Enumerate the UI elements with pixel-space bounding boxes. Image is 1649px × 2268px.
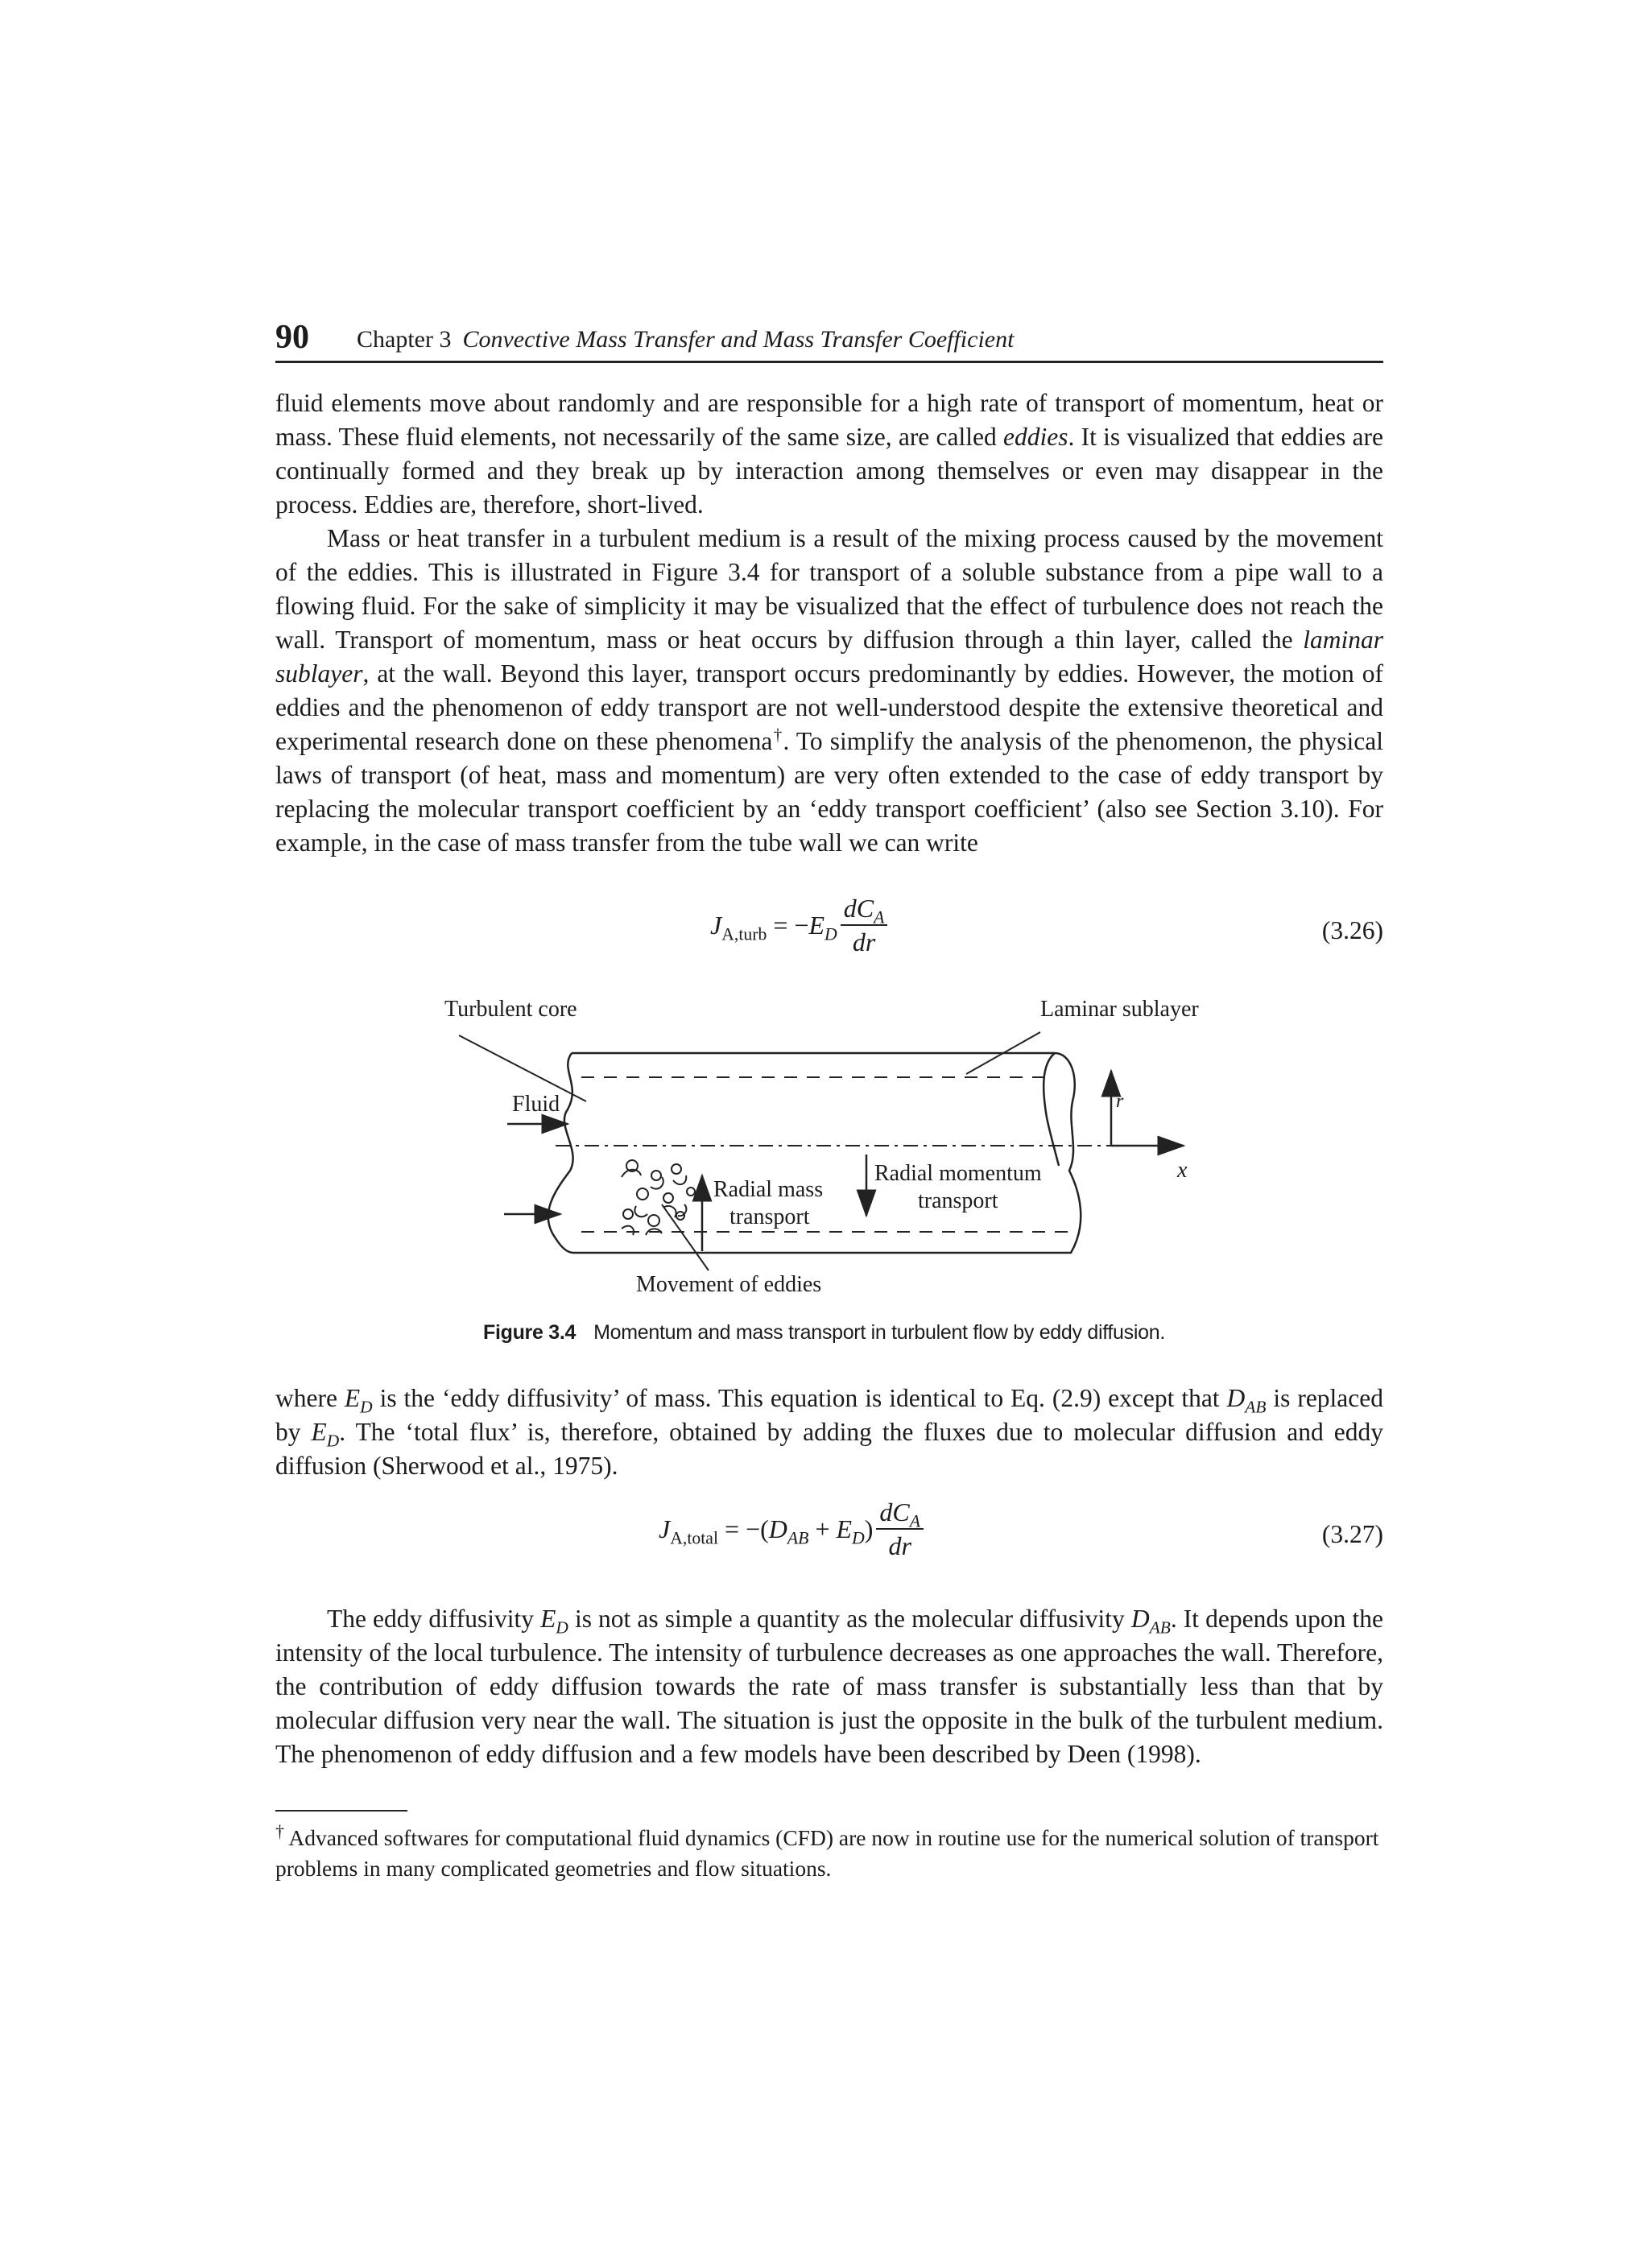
chapter-heading bbox=[357, 325, 1014, 354]
footnote-mark: † bbox=[275, 1820, 284, 1841]
term-eddies: eddies bbox=[1003, 423, 1068, 451]
footnote-rule bbox=[275, 1810, 407, 1812]
fraction: $\frac{dC_A}{dr}$ bbox=[841, 892, 888, 958]
chapter-title: Convective Mass Transfer and Mass Transfer Coefficient bbox=[462, 326, 1015, 353]
pipe-left-end-upper bbox=[564, 1053, 573, 1171]
pipe-left-end-lower bbox=[548, 1171, 573, 1253]
page-number: 90 bbox=[275, 319, 309, 356]
footnote bbox=[275, 1820, 1383, 1884]
label-radial-mass-transport: transport bbox=[729, 1204, 810, 1229]
label-radial-momentum-transport: transport bbox=[918, 1188, 998, 1213]
pipe-right-inner bbox=[1044, 1053, 1059, 1166]
paragraph-eddy-diffusivity: where $E_D$ is the ‘eddy diffusivity’ of mass. This equation is identical to Eq. (2.9) except that $D_{AB}$ is replaced by $E_D$. The ‘total flux’ is, therefore, obtained by adding the fluxes due to molecular diffusion and eddy diffusion (Sherwood et al., 1975). bbox=[275, 1384, 1383, 1480]
fraction: $\frac{dC_A}{dr}$ bbox=[876, 1496, 924, 1562]
equation-3-26: $J_{A,turb} = -E_D$ $\frac{dC_A}{dr}$ (3.26) bbox=[710, 894, 1383, 956]
paragraph-mass-transfer: Mass or heat transfer in a turbulent medium is a result of the mixing process caused by the movement of the eddies. This is illustrated in Figure 3.4 for transport of a soluble substance from a pipe wall to a flowing fluid. For the sake of simplicity it may be visualized that the effect of turbulence does not reach the wall. Transport of momentum, mass or heat occurs by diffusion through a thin layer, called the laminar sublayer, at the wall. Beyond this layer, transport occurs predominantly by eddies. However, the motion of eddies and the phenomenon of eddy transport are not well-understood despite the extensive theoretical and experimental research done on these phenomena†. To simplify the analysis of the phenomenon, the physical laws of transport (of heat, mass and momentum) are very often extended to the case of eddy transport by replacing the molecular transport coefficient by an ‘eddy transport coefficient’ (also see Section 3.10). For example, in the case of mass transfer from the tube wall we can write bbox=[275, 524, 1384, 857]
chapter-number: Chapter 3 bbox=[357, 326, 452, 353]
equation-3-27: $J_{A,total} = -(D_{AB} + E_D)$ $\frac{dC_A}{dr}$ (3.27) bbox=[659, 1498, 1383, 1560]
figure-caption bbox=[483, 1320, 1165, 1345]
figure-label: Figure 3.4 bbox=[483, 1321, 577, 1344]
running-header bbox=[275, 319, 1383, 363]
label-x: x bbox=[1177, 1158, 1188, 1183]
equation-number: (3.27) bbox=[1321, 1520, 1383, 1548]
paragraph-eddies: fluid elements move about randomly and are responsible for a high rate of transport of momentum, heat or mass. These fluid elements, not necessarily of the same size, are called eddies. It is visualized that eddies are continually formed and they break up by interaction among themselves or even may disappear in the process. Eddies are, therefore, short-lived. bbox=[275, 389, 1383, 518]
label-turbulent-core: Turbulent core bbox=[444, 997, 577, 1022]
footnote-reference: † bbox=[772, 725, 783, 745]
label-movement-of-eddies: Movement of eddies bbox=[636, 1272, 822, 1297]
label-fluid: Fluid bbox=[512, 1092, 560, 1117]
eddies-cluster bbox=[622, 1160, 695, 1235]
label-radial-mass: Radial mass bbox=[713, 1177, 824, 1202]
paragraph-turbulence-intensity: The eddy diffusivity $E_D$ is not as simple a quantity as the molecular diffusivity $D_{AB}$. It depends upon the intensity of the local turbulence. The intensity of turbulence decreases as one approaches the wall. Therefore, the contribution of eddy diffusion towards the rate of mass transfer is substantially less than that by molecular diffusion very near the wall. The situation is just the opposite in the bulk of the turbulent medium. The phenomenon of eddy diffusion and a few models have been described by Deen (1998). bbox=[275, 1605, 1383, 1768]
equation-number: (3.26) bbox=[1321, 916, 1383, 944]
pipe-right-end bbox=[1055, 1053, 1081, 1253]
label-radial-momentum: Radial momentum bbox=[874, 1161, 1042, 1186]
footnote-text: Advanced softwares for computational fluid dynamics (CFD) are now in routine use for the numerical solution of transport problems in many complicated geometries and flow situations. bbox=[275, 1825, 1379, 1881]
figure-caption-text: Momentum and mass transport in turbulent flow by eddy diffusion. bbox=[593, 1321, 1165, 1344]
label-r: r bbox=[1116, 1091, 1124, 1112]
label-laminar-sublayer: Laminar sublayer bbox=[1040, 997, 1199, 1022]
pipe-diagram bbox=[435, 997, 1256, 1303]
term-laminar-sublayer: laminar sublayer bbox=[275, 626, 1383, 688]
pipe-diagram-drawing bbox=[435, 997, 1256, 1303]
